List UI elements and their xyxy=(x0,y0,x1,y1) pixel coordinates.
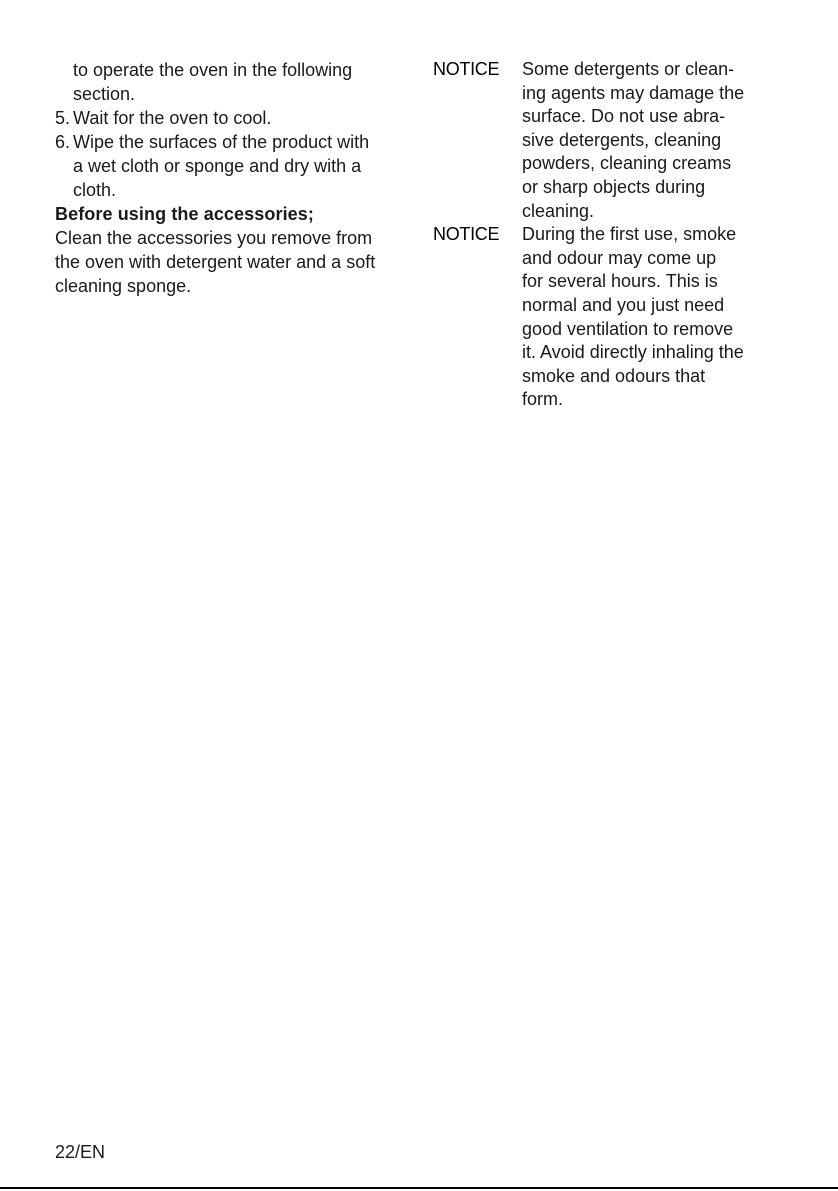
right-column xyxy=(433,58,773,412)
notice-block xyxy=(433,58,773,223)
page-number: 22/EN xyxy=(55,1142,106,1162)
continuation-line: section. xyxy=(73,84,136,104)
step-text: Wait for the oven to cool. xyxy=(73,108,272,128)
notice-line: powders, cleaning creams xyxy=(522,153,732,174)
notice-line: surface. Do not use abra- xyxy=(522,106,726,127)
step-text xyxy=(73,130,407,202)
paragraph-line: cleaning sponge. xyxy=(55,276,192,296)
notice-label: NOTICE xyxy=(433,224,500,245)
notice-line: During the first use, smoke xyxy=(522,224,737,245)
notice-line: normal and you just need xyxy=(522,294,725,315)
paragraph-line: Clean the accessories you remove from xyxy=(55,228,373,248)
paragraph-line: the oven with detergent water and a soft xyxy=(55,252,376,272)
bottom-rule xyxy=(0,1187,838,1189)
notice-line: for several hours. This is xyxy=(522,271,718,292)
step-text-line: a wet cloth or sponge and dry with a xyxy=(73,156,362,176)
step-number: 5. xyxy=(55,108,71,128)
notice-line: good ventilation to remove xyxy=(522,318,734,339)
notice-line: and odour may come up xyxy=(522,247,717,268)
notice-line: Some detergents or clean- xyxy=(522,59,735,79)
continuation-line: to operate the oven in the following xyxy=(73,60,353,80)
step-text-line: Wipe the surfaces of the product with xyxy=(73,132,370,152)
step-6 xyxy=(55,130,407,202)
notice-text xyxy=(522,58,773,223)
notice-line: it. Avoid directly inhaling the xyxy=(522,342,744,363)
notice-line: smoke and odours that xyxy=(522,365,706,386)
step-5 xyxy=(55,106,407,130)
section-heading: Before using the accessories; xyxy=(55,204,314,224)
notice-text xyxy=(522,223,773,412)
notice-line: sive detergents, cleaning xyxy=(522,129,722,150)
step-text-line: cloth. xyxy=(73,180,117,200)
notice-line: cleaning. xyxy=(522,200,595,221)
notice-line: ing agents may damage the xyxy=(522,82,745,103)
left-column xyxy=(55,58,407,298)
notice-line: form. xyxy=(522,389,564,410)
notice-block xyxy=(433,223,773,412)
notice-label: NOTICE xyxy=(433,59,500,79)
notice-line: or sharp objects during xyxy=(522,176,706,197)
step-number: 6. xyxy=(55,132,71,152)
